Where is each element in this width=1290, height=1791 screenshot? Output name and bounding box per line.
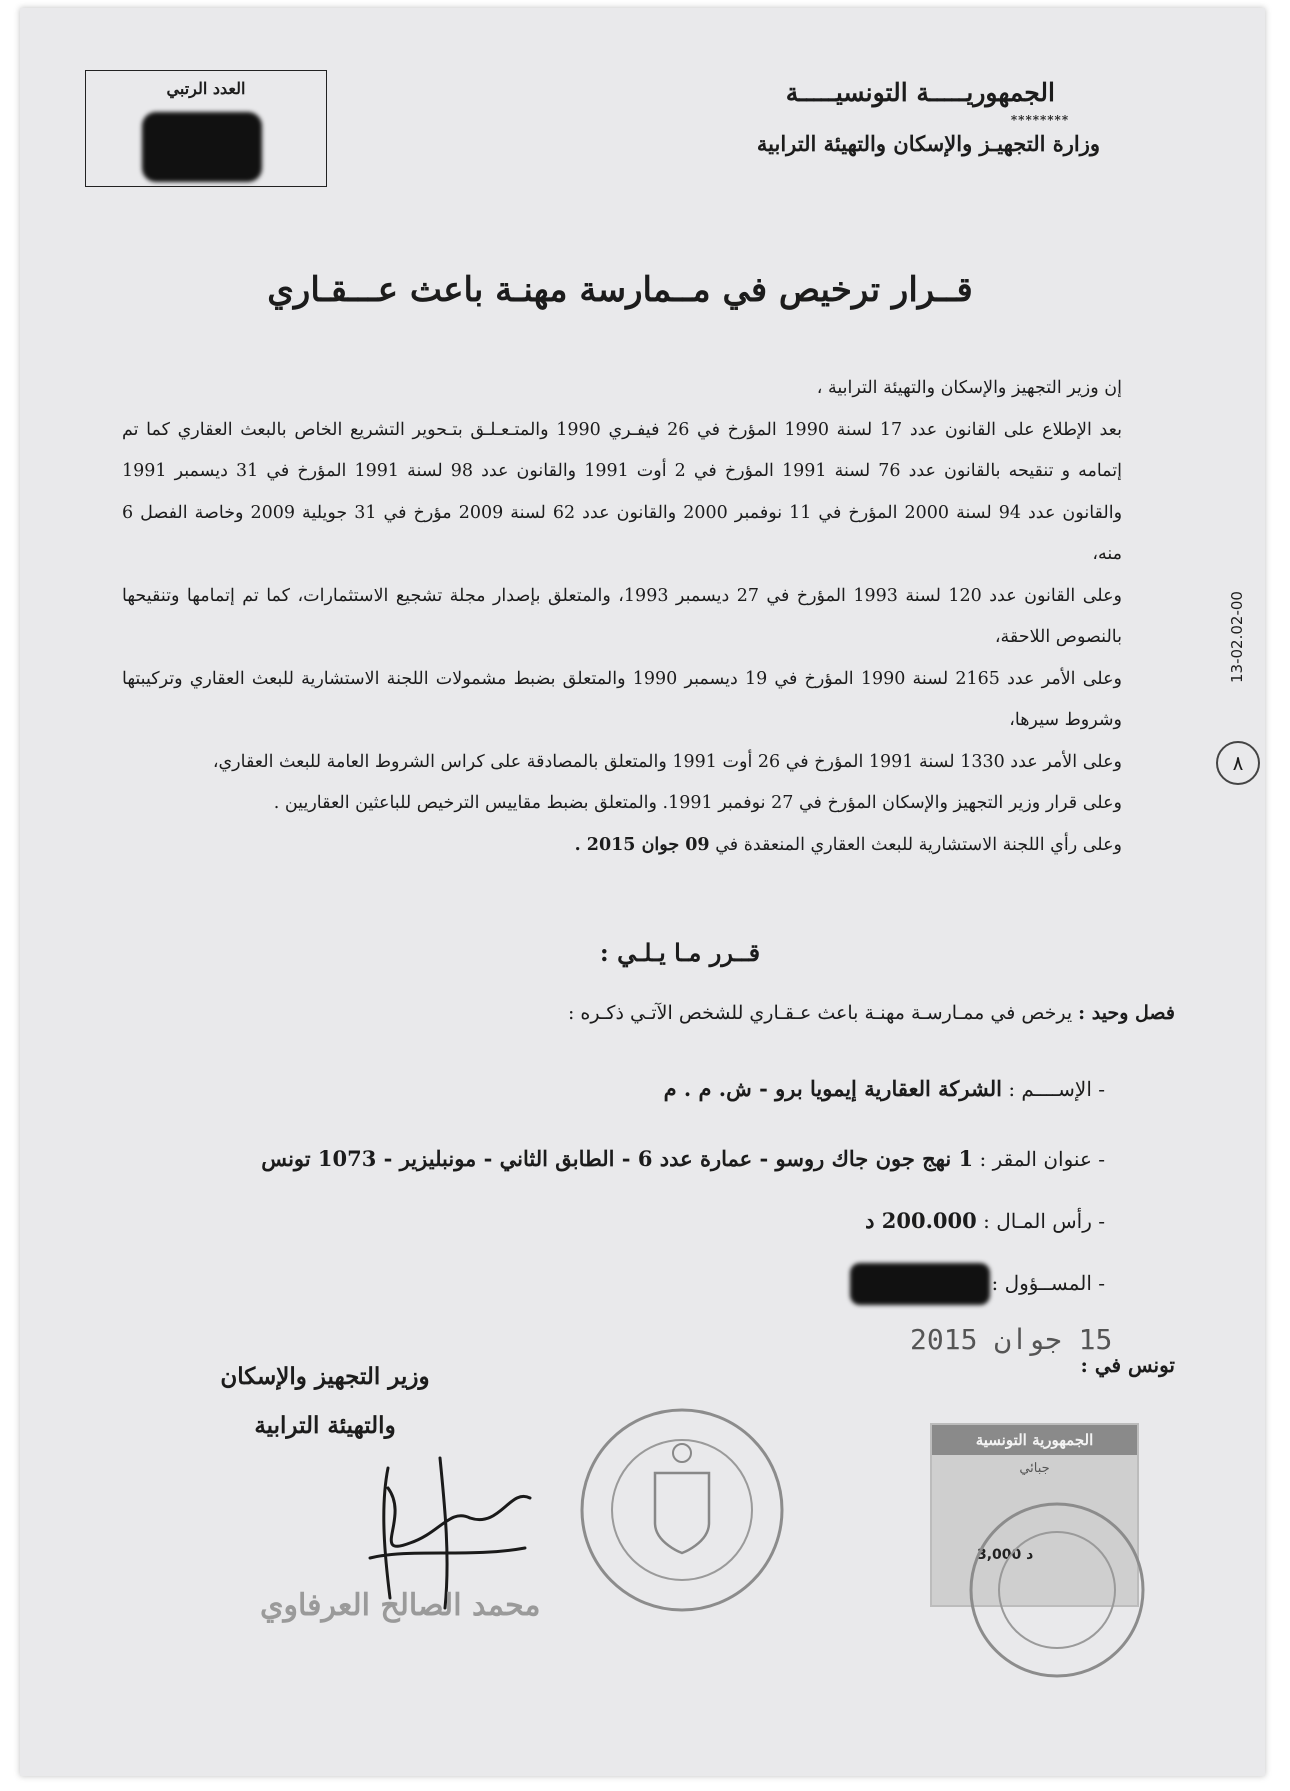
preamble-paragraph: بعد الإطلاع على القانون عدد 17 لسنة 1990 المؤرخ في 26 فيفـري 1990 والمتـعـلـق بتـحوير التشريع الخاص بالبعث العقاري كما تم إتمامه و تنقيحه بالقانون عدد 76 لسنة 1991 المؤرخ في 2 أوت 1991 والقانون عدد 98 لسنة 1991 المؤرخ في 31 ديسمبر 1991 والقانون عدد 94 لسنة 2000 المؤرخ في 11 نوفمبر 2000 والقانون عدد 62 لسنة 2009 مؤرخ في 31 جويلية 2009 وخاصة الفصل 6 منه، xyxy=(122,419,1123,564)
fiscal-stamp-value: 3,000 د xyxy=(977,1547,1034,1563)
preamble-paragraph xyxy=(122,825,1122,867)
preamble-paragraph: وعلى القانون عدد 120 لسنة 1993 المؤرخ في 27 ديسمبر 1993، والمتعلق بإصدار مجلة تشجيع الاستثمارات، كما تم إتمامها وتنقيحها بالنصوص اللاحقة، xyxy=(122,585,1122,647)
opinion-text: وعلى رأي اللجنة الاستشارية للبعث العقاري المنعقدة في xyxy=(715,834,1122,855)
preamble-paragraph: وعلى قرار وزير التجهيز والإسكان المؤرخ في 27 نوفمبر 1991. والمتعلق بضبط مقاييس الترخيص للباعثين العقاريين . xyxy=(273,793,1122,813)
header-stars: ******** xyxy=(1010,113,1070,127)
minister-title-line: وزير التجهيز والإسكان xyxy=(220,1363,430,1390)
preamble-paragraph: وعلى الأمر عدد 1330 لسنة 1991 المؤرخ في 26 أوت 1991 والمتعلق بالمصادقة على كراس الشروط العامة للبعث العقاري، xyxy=(212,751,1122,772)
fiscal-stamp-sub: جبائي xyxy=(1019,1461,1050,1476)
field-label: - رأس المـال : xyxy=(983,1209,1105,1233)
field-capital xyxy=(125,1208,1105,1233)
letterhead xyxy=(680,78,1100,156)
date-year: 2015 xyxy=(910,1323,978,1356)
document-title: قــرار ترخيص في مــمارسة مهنـة باعث عـــقـاري xyxy=(267,270,973,310)
ministry-seal xyxy=(575,1403,790,1618)
field-value: 1 نهج جون جاك روسو - عمارة عدد 6 - الطابق الثاني - مونبليزير - 1073 تونس xyxy=(261,1146,974,1171)
document-page xyxy=(20,8,1265,1776)
redaction-mark xyxy=(142,112,262,182)
minister-title xyxy=(180,1363,470,1461)
field-value: الشركة العقارية إيمويا برو - ش. م . م xyxy=(663,1076,1002,1101)
republic-title: الجمهوريـــــة التونسيـــــة xyxy=(785,78,1055,107)
preamble-paragraph: إن وزير التجهيز والإسكان والتهيئة الترابية ، xyxy=(816,378,1122,398)
redaction-mark xyxy=(850,1263,990,1305)
minister-title-line: والتهيئة الترابية xyxy=(254,1412,396,1439)
decision-heading: قــرر مـا يـلـي : xyxy=(599,938,761,967)
field-label: - عنوان المقر : xyxy=(979,1147,1105,1171)
field-value: 200.000 د xyxy=(865,1208,977,1233)
single-article xyxy=(115,1002,1175,1024)
date-day: 15 xyxy=(1078,1323,1113,1356)
serial-number-label: العدد الرتبي xyxy=(166,79,246,98)
opinion-date: 09 جوان 2015 . xyxy=(574,834,710,855)
date-stamp xyxy=(910,1323,1112,1356)
side-circle-mark: ٨ xyxy=(1216,741,1260,785)
field-label: - المســؤول : xyxy=(991,1271,1105,1295)
side-reference-code: 13-02.02-00 xyxy=(1228,591,1246,683)
preamble-paragraph: وعلى الأمر عدد 2165 لسنة 1990 المؤرخ في 19 ديسمبر 1990 والمتعلق بضبط مشمولات اللجنة الاستشارية للبعث العقاري وتركيبتها وشروط سيرها، xyxy=(122,668,1122,730)
field-label: - الإســــم : xyxy=(1008,1077,1105,1101)
place-label: تونس في : xyxy=(1080,1353,1175,1377)
ministry-name: وزارة التجهيـز والإسكان والتهيئة الترابية xyxy=(756,131,1100,156)
preamble xyxy=(122,368,1122,866)
article-label: فصل وحيد : xyxy=(1078,1002,1175,1024)
article-text: يرخص في ممـارسـة مهنـة باعث عـقـاري للشخص الآتـي ذكـره : xyxy=(567,1002,1073,1024)
signature-name: محمد الصالح العرفاوي xyxy=(260,1588,541,1623)
date-month: جوان xyxy=(994,1323,1062,1356)
field-name xyxy=(125,1076,1105,1101)
fiscal-stamp-header: الجمهورية التونسية xyxy=(932,1425,1137,1455)
round-cancellation-seal xyxy=(965,1498,1150,1683)
field-address xyxy=(125,1146,1105,1171)
